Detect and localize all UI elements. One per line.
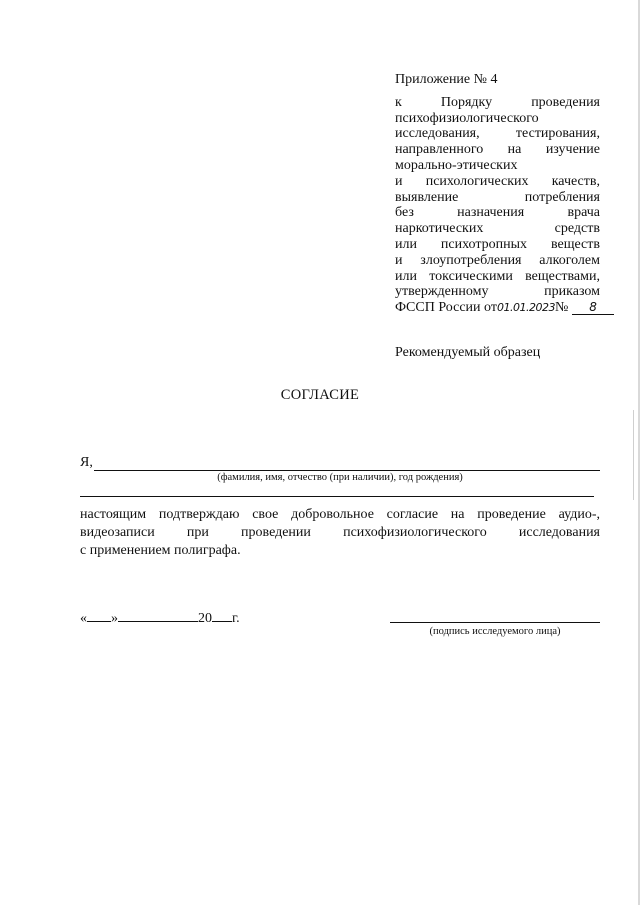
order-number-sign: № [554, 300, 569, 316]
name-input-line[interactable] [94, 470, 600, 471]
appendix-line: исследования, тестирования, [395, 126, 600, 142]
signature-hint: (подпись исследуемого лица) [429, 626, 561, 637]
appendix-line: психофизиологического [395, 110, 539, 126]
consent-text [80, 506, 600, 560]
sample-label: Рекомендуемый образец [395, 345, 541, 360]
appendix-line: к Порядку проведения [395, 94, 600, 110]
date-open-quote: « [80, 611, 87, 626]
consent-body: настоящим подтверждаю свое добровольное согласие на проведение аудио-, видеозаписи при проведении психофизиологического исследования с применением полиграфа. [80, 507, 600, 558]
appendix-line: направленного на изучение [395, 142, 600, 158]
appendix-line: или психотропных веществ [395, 236, 600, 252]
appendix-line: без назначения врача [395, 205, 600, 221]
name-field-hint: (фамилия, имя, отчество (при наличии), год рождения) [217, 472, 463, 483]
document-title: СОГЛАСИЕ [280, 387, 360, 403]
appendix-title: Приложение № 4 [395, 72, 498, 87]
appendix-line: и злоупотребления алкоголем [395, 252, 600, 268]
name-prefix: Я, [80, 455, 93, 470]
name-field-row [80, 455, 600, 472]
appendix-block [395, 72, 600, 316]
day-blank[interactable] [87, 609, 111, 622]
date-field [80, 609, 240, 627]
appendix-line: морально-этических [395, 157, 518, 173]
appendix-line: и психологических качеств, [395, 173, 600, 189]
scan-edge-mark [633, 410, 634, 500]
order-prefix: ФССП России от [395, 300, 497, 316]
name-input-line-2[interactable] [80, 496, 594, 497]
date-close-quote: » [111, 611, 118, 626]
month-blank[interactable] [118, 609, 198, 622]
order-number-field [572, 301, 614, 315]
year-prefix: 20 [198, 611, 212, 626]
order-date-handwritten: 01.01.2023 [496, 301, 555, 315]
signature-line[interactable] [390, 622, 600, 623]
year-suffix: г. [232, 611, 240, 626]
order-number-handwritten: 8 [589, 300, 597, 315]
appendix-line: или токсическими веществами, [395, 268, 600, 284]
appendix-text [395, 95, 600, 300]
appendix-line: утвержденному приказом [395, 284, 600, 300]
year-blank[interactable] [212, 609, 232, 622]
appendix-line: наркотических средств [395, 221, 600, 237]
appendix-line: выявление потребления [395, 189, 600, 205]
order-line [395, 300, 600, 316]
